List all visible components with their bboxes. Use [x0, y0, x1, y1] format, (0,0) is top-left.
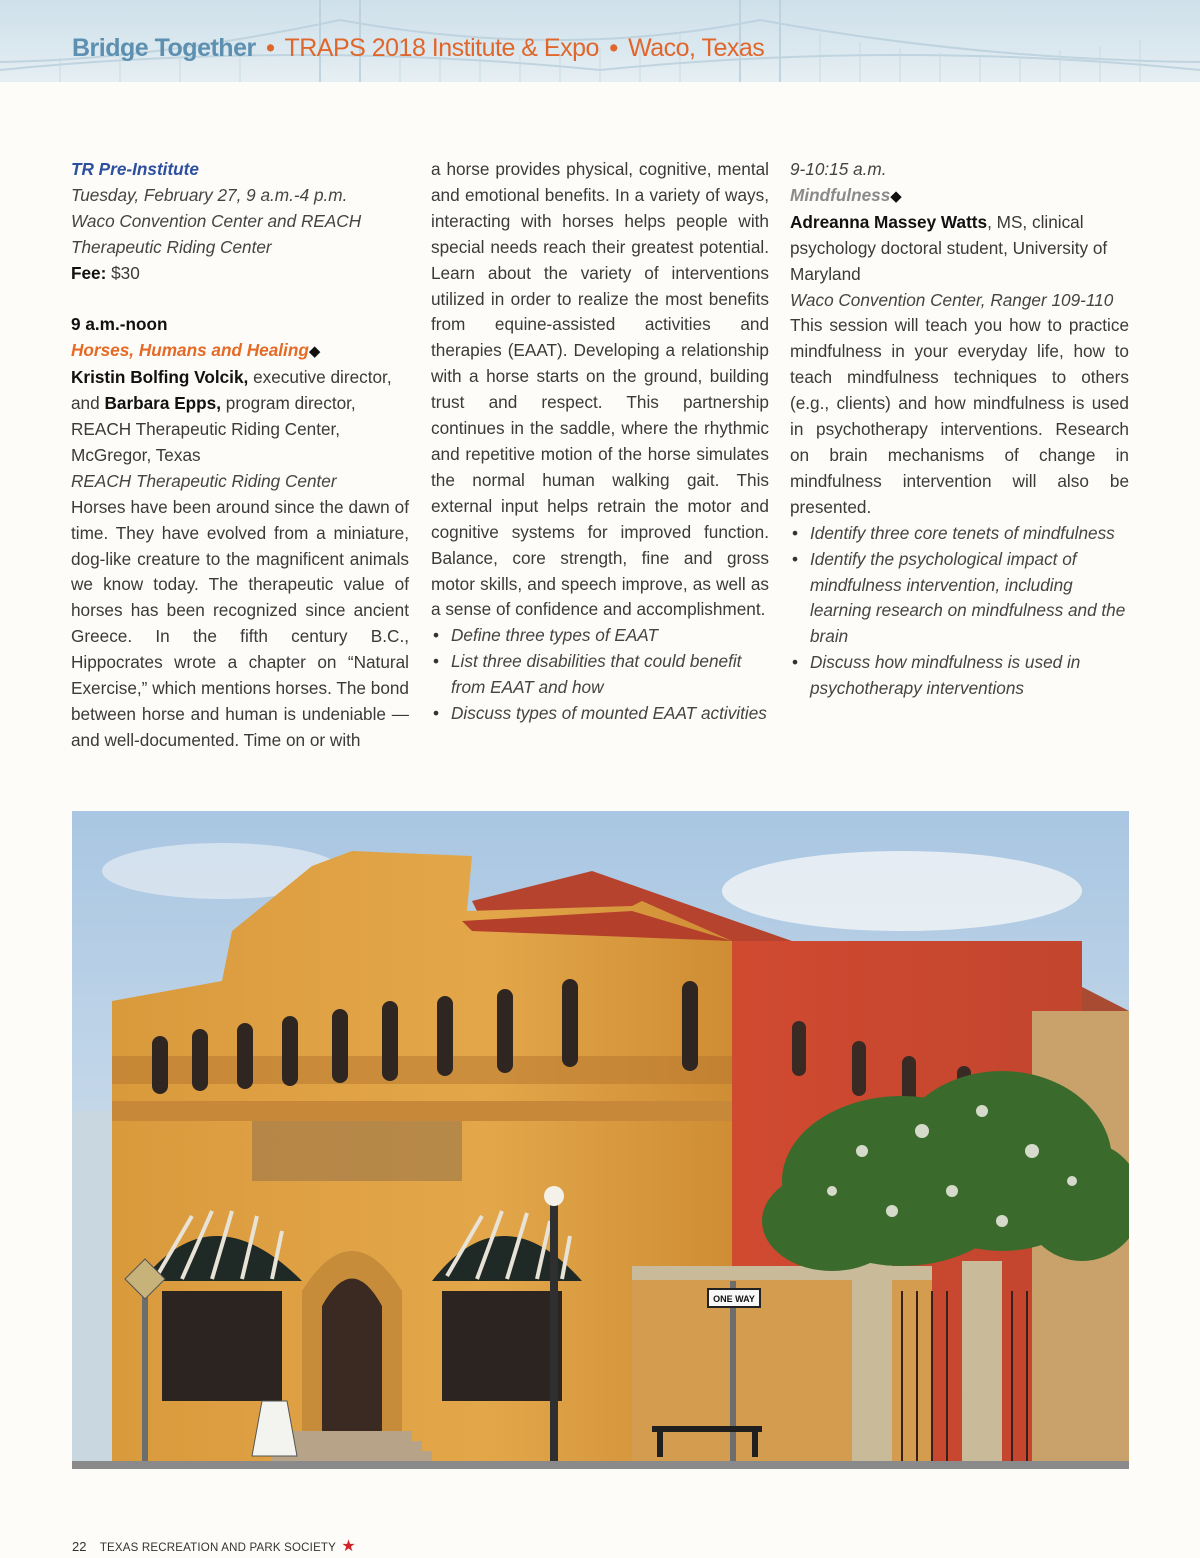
- track-date: Tuesday, February 27, 9 a.m.-4 p.m.: [71, 184, 348, 205]
- list-item: • Discuss types of mounted EAAT activities: [431, 701, 769, 727]
- speakers: [790, 210, 1129, 288]
- header-separator: •: [609, 34, 618, 62]
- list-item: • List three disabilities that could benefit from EAAT and how: [431, 649, 769, 701]
- header-separator: •: [266, 34, 275, 62]
- speaker-name: Kristin Bolfing Volcik,: [71, 367, 249, 388]
- session-venue: Waco Convention Center, Ranger 109-110: [790, 289, 1114, 310]
- objectives-list: [790, 521, 1129, 702]
- one-way-sign: ONE WAY: [713, 1294, 755, 1304]
- and-word: and: [71, 393, 100, 414]
- session-time: 9-10:15 a.m.: [790, 159, 887, 179]
- session-title: Horses, Humans and Healing: [71, 340, 309, 361]
- header-event: TRAPS 2018 Institute & Expo: [284, 34, 599, 62]
- session-venue: REACH Therapeutic Riding Center: [71, 470, 337, 491]
- building-illustration: [72, 811, 1129, 1469]
- header-location: Waco, Texas: [628, 34, 765, 62]
- speaker-role: program director, REACH Therapeutic Riding Center, McGregor, Texas: [71, 393, 356, 465]
- session-body: This session will teach you how to practice mindfulness in your everyday life, how to teach mindfulness techniques to others (e.g., clients) and how mindfulness is used in psychotherapy interventions. Research on brain mechanisms of change in mindfulness intervention will also be presented.: [790, 315, 1129, 517]
- star-icon: ★: [341, 1538, 356, 1555]
- building-photo: [72, 811, 1129, 1469]
- speaker-role: executive director,: [253, 367, 392, 388]
- fee-value: $30: [111, 262, 140, 283]
- speaker-role: , MS, clinical psychology doctoral student, University of Maryland: [790, 211, 1108, 284]
- list-item: • Define three types of EAAT: [431, 623, 769, 649]
- session-title: Mindfulness: [790, 184, 891, 205]
- session-time: 9 a.m.-noon: [71, 314, 168, 335]
- page-number: 22: [72, 1539, 87, 1554]
- fee-label: Fee:: [71, 262, 107, 283]
- fee-line: [71, 261, 409, 287]
- diamond-icon: ◆: [308, 343, 321, 361]
- session-body: Horses have been around since the dawn of time. They have evolved from a miniature, dog-like creature to the magnificent animals we know today. The therapeutic value of horses has been recognized since ancient Greece. In the fifth century B.C., Hippocrates wrote a chapter on “Natural Exercise,” which mentions horses. The bond between horse and human is undeniable — and well-documented. Time on or with: [71, 496, 409, 750]
- column-1: [71, 157, 409, 754]
- speakers: [71, 365, 409, 469]
- session-body-continued: a horse provides physical, cognitive, mental and emotional benefits. In a variety of ways, interacting with horses helps people with special needs reach their greatest potential. Learn about the variety of interventions utilized in order to realize the most benefits from equine-assisted activities and therapies (EAAT). Developing a relationship with a horse starts on the ground, building trust and respect. This partnership continues in the saddle, where the rhythmic and repetitive motion of the horse simulates the normal human walking gait. This external input helps retrain the motor and cognitive systems for improved function. Balance, core strength, fine and gross motor skills, and speech improve, as well as a sense of confidence and accomplishment.: [431, 159, 769, 620]
- session-title-line: [790, 183, 1129, 210]
- diamond-icon: ◆: [890, 187, 902, 205]
- list-item: • Discuss how mindfulness is used in psychotherapy interventions: [790, 650, 1129, 702]
- track-venue: Waco Convention Center and REACH Therapeutic Riding Center: [71, 210, 362, 257]
- header-title: [72, 34, 764, 63]
- header-brand: Bridge Together: [72, 34, 256, 62]
- list-item: • Identify the psychological impact of mindfulness intervention, including learning research on mindfulness and the brain: [790, 547, 1129, 651]
- page-footer: [72, 1536, 356, 1556]
- column-3: [790, 157, 1129, 702]
- footer-org: TEXAS RECREATION AND PARK SOCIETY: [99, 1542, 337, 1554]
- speaker-name: Adreanna Massey Watts: [790, 211, 988, 232]
- list-item: • Identify three core tenets of mindfulness: [790, 521, 1129, 547]
- track-title: TR Pre-Institute: [71, 159, 199, 179]
- header-banner: [0, 0, 1200, 82]
- objectives-list: [431, 623, 769, 727]
- speaker-name: Barbara Epps,: [104, 393, 222, 414]
- session-title-line: [71, 338, 409, 365]
- column-2: [431, 157, 769, 727]
